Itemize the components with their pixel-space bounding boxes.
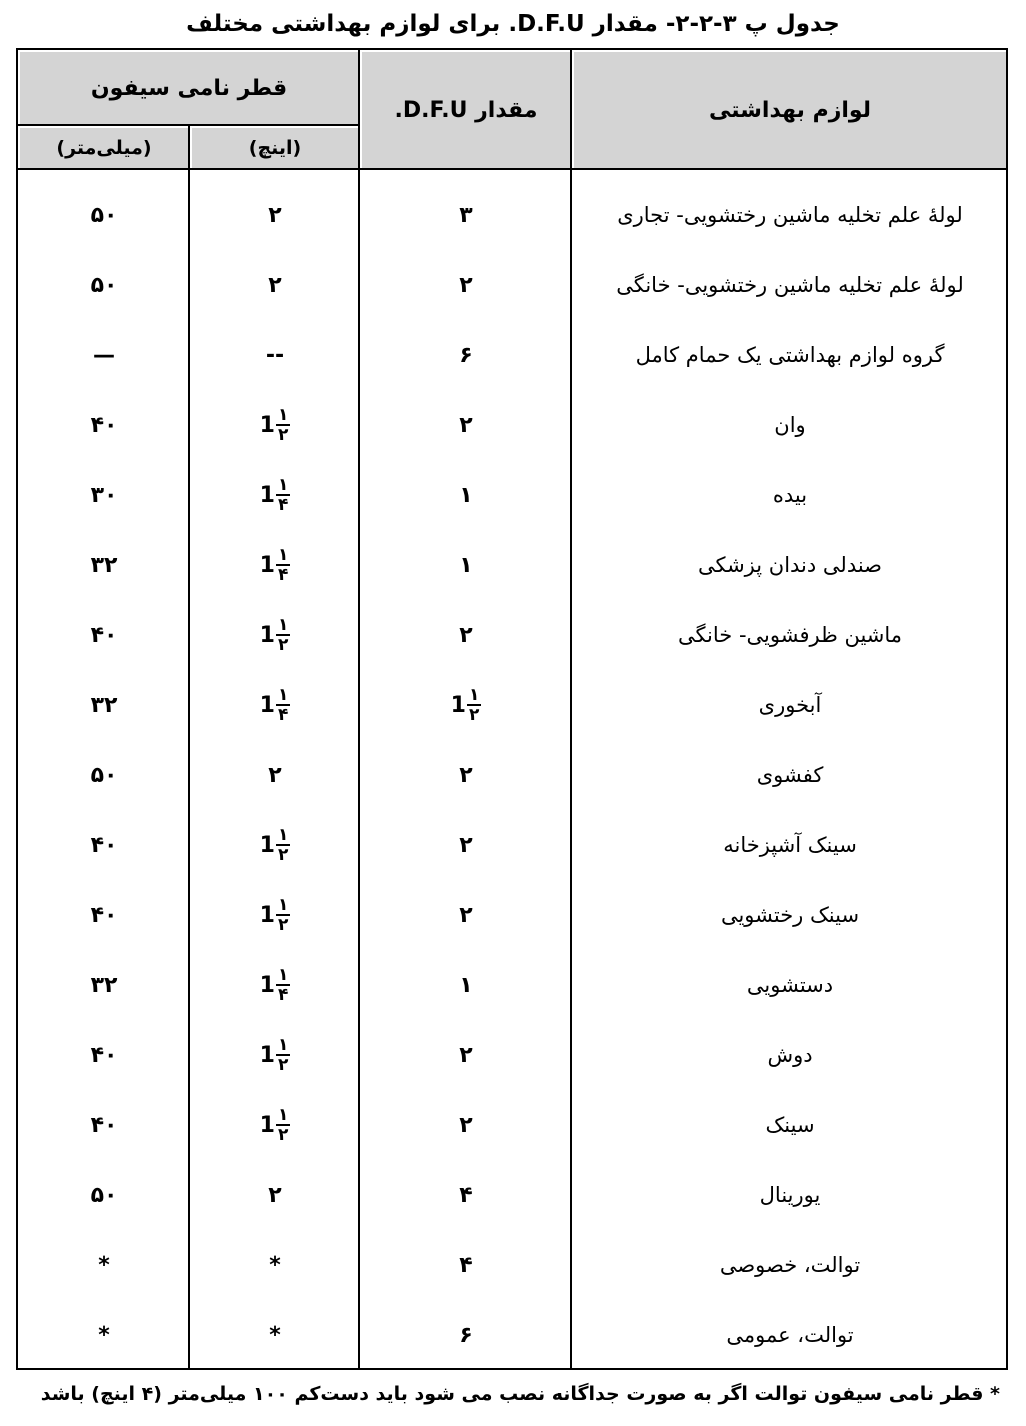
fraction-value <box>260 896 291 934</box>
trap-size-inch: ۲ <box>268 272 282 298</box>
fraction-denominator: ۲ <box>277 1125 289 1145</box>
fixture-name: دوش <box>767 1043 813 1067</box>
trap-size-inch: ۲ <box>268 202 282 228</box>
table-row <box>18 740 1006 810</box>
dfu-value: ۲ <box>459 832 473 858</box>
fraction-whole: 1 <box>259 902 275 928</box>
fraction-denominator: ۴ <box>277 565 289 585</box>
fraction-whole: 1 <box>450 692 466 718</box>
header-inch: (اینچ) <box>192 128 358 168</box>
table-row <box>18 810 1006 880</box>
header-trap-size: قطر نامی سیفون <box>20 52 358 124</box>
trap-size-inch <box>192 530 358 600</box>
header-dfu: مقدار D.F.U. <box>362 52 570 168</box>
trap-size-inch: ۲ <box>268 762 282 788</box>
table-row <box>18 1230 1006 1300</box>
trap-size-inch <box>192 460 358 530</box>
trap-size-mm: ۴۰ <box>90 622 118 648</box>
trap-size-mm: ۵۰ <box>90 202 118 228</box>
dfu-value: ۴ <box>459 1252 473 1278</box>
fraction-value <box>260 546 291 584</box>
table-row <box>18 600 1006 670</box>
fraction-value <box>260 616 291 654</box>
fraction-value <box>260 1036 291 1074</box>
dfu-value: ۶ <box>459 342 473 368</box>
fraction-numerator: ۱ <box>277 475 289 495</box>
fraction-value <box>260 686 291 724</box>
fixture-name: کفشوی <box>756 763 824 787</box>
trap-size-mm: * <box>98 1322 110 1348</box>
fraction-whole: 1 <box>259 412 275 438</box>
fixture-name: آبخوری <box>758 693 822 717</box>
fixture-name: سینک آشپزخانه <box>723 833 857 857</box>
table-row <box>18 1090 1006 1160</box>
trap-size-inch <box>192 600 358 670</box>
fraction-numerator: ۱ <box>277 965 289 985</box>
fraction-denominator: ۲ <box>277 635 289 655</box>
dfu-value: ۲ <box>459 272 473 298</box>
dfu-value: ۲ <box>459 412 473 438</box>
table-row <box>18 880 1006 950</box>
fraction-whole: 1 <box>259 552 275 578</box>
header-mm: (میلی‌متر) <box>20 128 188 168</box>
trap-size-mm: ۳۲ <box>90 552 118 578</box>
fraction-numerator: ۱ <box>277 825 289 845</box>
divider <box>18 124 360 126</box>
trap-size-inch <box>192 1020 358 1090</box>
trap-size-inch <box>192 880 358 950</box>
trap-size-inch: ۲ <box>268 1182 282 1208</box>
fixture-name: بیده <box>772 483 808 507</box>
trap-size-mm: ۵۰ <box>90 272 118 298</box>
trap-size-mm: ۴۰ <box>90 1112 118 1138</box>
dfu-value: ۱ <box>459 482 473 508</box>
trap-size-mm: — <box>93 342 115 368</box>
fraction-denominator: ۴ <box>277 985 289 1005</box>
fraction-whole: 1 <box>259 622 275 648</box>
trap-size-inch <box>192 950 358 1020</box>
fraction-value <box>260 406 291 444</box>
trap-size-mm: ۳۲ <box>90 692 118 718</box>
fraction-numerator: ۱ <box>277 895 289 915</box>
fixture-name: گروه لوازم بهداشتی یک حمام کامل <box>635 343 945 367</box>
fraction-numerator: ۱ <box>468 685 480 705</box>
table-row <box>18 530 1006 600</box>
trap-size-mm: ۵۰ <box>90 1182 118 1208</box>
fraction-numerator: ۱ <box>277 615 289 635</box>
fixture-name: لولهٔ علم تخلیه ماشین رختشویی- خانگی <box>616 273 964 297</box>
trap-size-inch: * <box>269 1322 281 1348</box>
fraction-value <box>260 826 291 864</box>
fixture-name: سینک <box>765 1113 815 1137</box>
table-row <box>18 1160 1006 1230</box>
fraction-whole: 1 <box>259 832 275 858</box>
trap-size-mm: ۴۰ <box>90 902 118 928</box>
table-row <box>18 250 1006 320</box>
trap-size-inch: -- <box>265 342 285 368</box>
fraction-whole: 1 <box>259 972 275 998</box>
trap-size-mm: ۴۰ <box>90 832 118 858</box>
trap-size-mm: ۴۰ <box>90 1042 118 1068</box>
trap-size-mm: ۳۲ <box>90 972 118 998</box>
table-body <box>18 180 1006 1360</box>
table-row <box>18 460 1006 530</box>
fraction-whole: 1 <box>259 482 275 508</box>
fraction-denominator: ۲ <box>277 845 289 865</box>
dfu-value <box>362 670 570 740</box>
fixture-name: توالت، خصوصی <box>719 1253 861 1277</box>
fraction-value <box>260 1106 291 1144</box>
fixture-name: وان <box>774 413 806 437</box>
fraction-value <box>451 686 482 724</box>
dfu-value: ۴ <box>459 1182 473 1208</box>
fraction-numerator: ۱ <box>277 685 289 705</box>
fraction-denominator: ۲ <box>277 425 289 445</box>
fixture-name: ماشین ظرفشویی- خانگی <box>677 623 903 647</box>
trap-size-mm: ۴۰ <box>90 412 118 438</box>
trap-size-inch <box>192 390 358 460</box>
fraction-value <box>260 476 291 514</box>
dfu-value: ۲ <box>459 622 473 648</box>
fixture-name: سینک رختشویی <box>720 903 860 927</box>
table-row <box>18 320 1006 390</box>
table-row <box>18 180 1006 250</box>
table-row <box>18 950 1006 1020</box>
trap-size-mm: ۵۰ <box>90 762 118 788</box>
fraction-numerator: ۱ <box>277 405 289 425</box>
fixture-name: دستشویی <box>746 973 834 997</box>
dfu-value: ۲ <box>459 1112 473 1138</box>
table-row <box>18 390 1006 460</box>
trap-size-mm: * <box>98 1252 110 1278</box>
fraction-whole: 1 <box>259 692 275 718</box>
fraction-denominator: ۲ <box>468 705 480 725</box>
dfu-table <box>16 48 1008 1370</box>
trap-size-inch <box>192 1090 358 1160</box>
fraction-numerator: ۱ <box>277 1105 289 1125</box>
fraction-value <box>260 966 291 1004</box>
dfu-value: ۳ <box>459 202 473 228</box>
fraction-numerator: ۱ <box>277 1035 289 1055</box>
fraction-whole: 1 <box>259 1112 275 1138</box>
header-fixture: لوازم بهداشتی <box>574 52 1006 168</box>
table-row <box>18 1020 1006 1090</box>
divider <box>18 168 1006 170</box>
fraction-denominator: ۴ <box>277 495 289 515</box>
trap-size-inch: * <box>269 1252 281 1278</box>
dfu-value: ۲ <box>459 1042 473 1068</box>
dfu-value: ۱ <box>459 972 473 998</box>
table-caption: جدول پ ۳-۲-۲- مقدار D.F.U. برای لوازم بهداشتی مختلف <box>186 11 840 37</box>
dfu-value: ۶ <box>459 1322 473 1348</box>
footnote: * قطر نامی سیفون توالت اگر به صورت جداگانه نصب می شود باید دست‌کم ۱۰۰ میلی‌متر (۴ اینچ) باشد <box>40 1383 1000 1405</box>
table-row <box>18 670 1006 740</box>
fraction-denominator: ۲ <box>277 915 289 935</box>
fraction-whole: 1 <box>259 1042 275 1068</box>
trap-size-inch <box>192 810 358 880</box>
fixture-name: صندلی دندان پزشکی <box>697 553 883 577</box>
trap-size-mm: ۳۰ <box>90 482 118 508</box>
fixture-name: یورینال <box>759 1183 821 1207</box>
fixture-name: توالت، عمومی <box>726 1323 854 1347</box>
dfu-value: ۱ <box>459 552 473 578</box>
table-row <box>18 1300 1006 1370</box>
fraction-denominator: ۴ <box>277 705 289 725</box>
fraction-denominator: ۲ <box>277 1055 289 1075</box>
dfu-value: ۲ <box>459 762 473 788</box>
dfu-value: ۲ <box>459 902 473 928</box>
fixture-name: لولهٔ علم تخلیه ماشین رختشویی- تجاری <box>617 203 963 227</box>
fraction-numerator: ۱ <box>277 545 289 565</box>
trap-size-inch <box>192 670 358 740</box>
